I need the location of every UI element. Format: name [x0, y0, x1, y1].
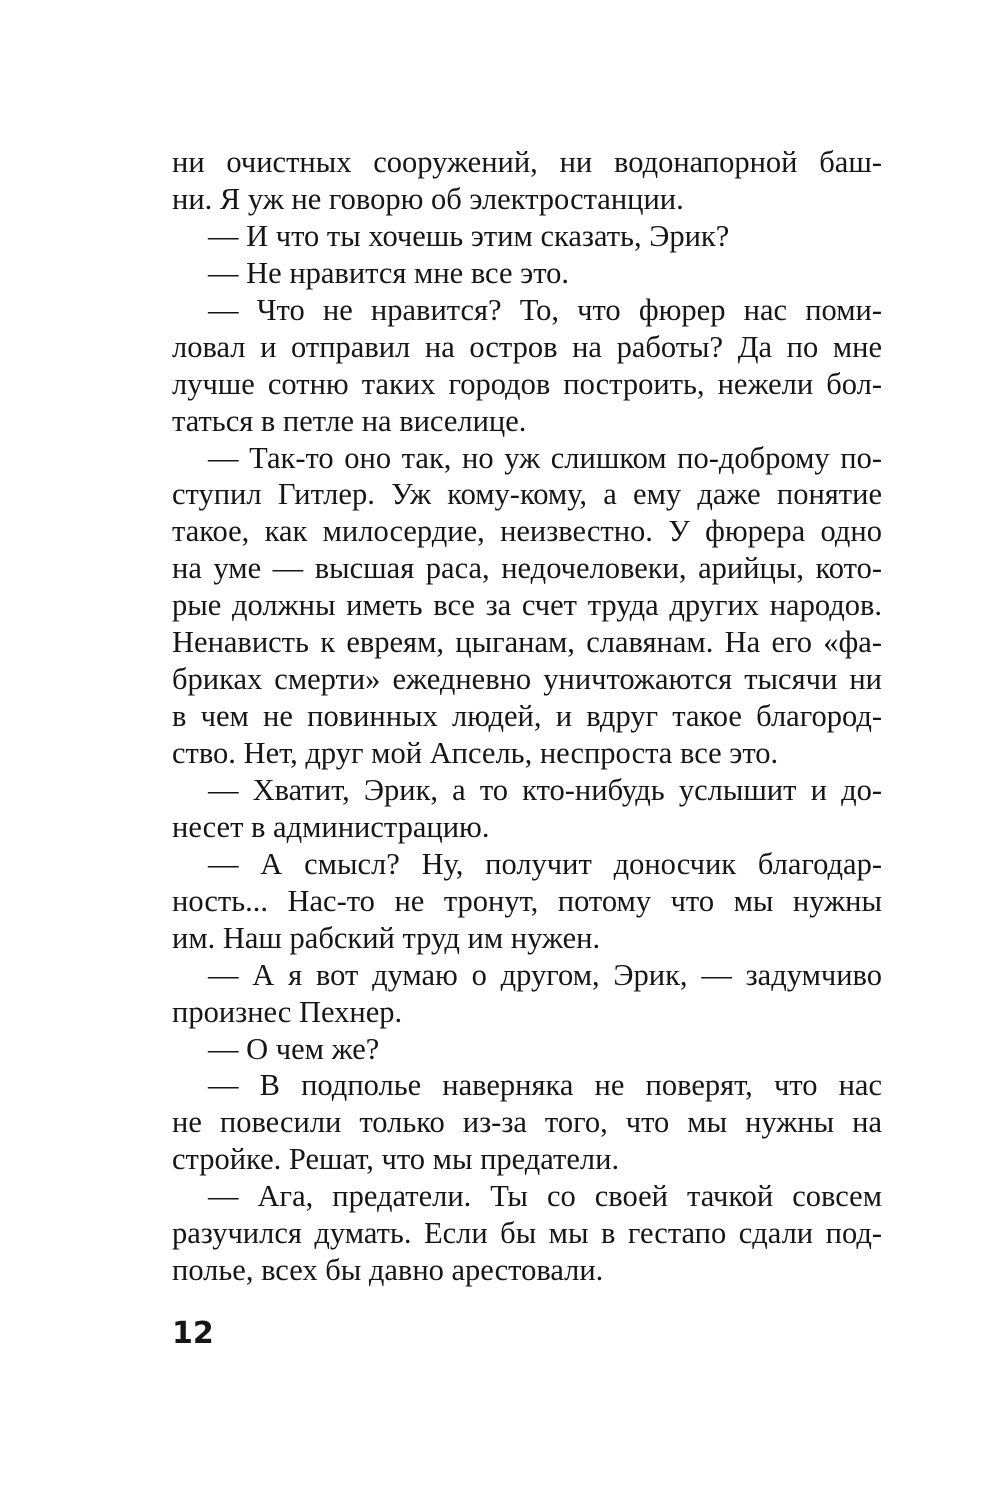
- text-line: лучше сотню таких городов построить, нежели бол-: [172, 366, 882, 401]
- text-line: бриках смерти» ежедневно уничтожаются тысячи ни: [172, 662, 882, 697]
- text-line: таться в петле на виселице.: [172, 403, 527, 438]
- text-line: ни. Я уж не говорю об электростанции.: [172, 181, 684, 216]
- text-line: — В подполье наверняка не поверят, что нас: [208, 1068, 882, 1103]
- text-line: ни очистных сооружений, ни водонапорной баш-: [172, 145, 882, 179]
- text-line: — А смысл? Ну, получит доносчик благодар-: [208, 846, 882, 881]
- text-line: на уме — высшая раса, недочеловеки, арийцы, кото-: [172, 551, 882, 586]
- text-line: ность... Нас-то не тронут, потому что мы нужны: [172, 883, 882, 918]
- text-line: такое, как милосердие, неизвестно. У фюрера одно: [172, 514, 882, 549]
- page-number: 12: [172, 1316, 214, 1351]
- text-line: несет в администрацию.: [172, 809, 490, 844]
- text-line: — Ага, предатели. Ты со своей тачкой совсем: [208, 1179, 882, 1214]
- text-line: в чем не повинных людей, и вдруг такое благород-: [172, 699, 882, 734]
- text-line: ство. Нет, друг мой Апсель, неспроста все это.: [172, 736, 779, 770]
- text-line: рые должны иметь все за счет труда других народов.: [172, 588, 882, 623]
- text-line: разучился думать. Если бы мы в гестапо сдали под-: [172, 1216, 882, 1251]
- text-line: полье, всех бы давно арестовали.: [172, 1253, 604, 1288]
- text-line: — Так-то оно так, но уж слишком по-доброму по-: [208, 440, 882, 475]
- text-line: — О чем же?: [208, 1031, 380, 1066]
- text-line: Ненависть к евреям, цыганам, славянам. На его «фа-: [172, 625, 882, 660]
- text-line: — Что не нравится? То, что фюрер нас поми-: [208, 292, 882, 327]
- text-line: не повесили только из-за того, что мы нужны на: [172, 1105, 882, 1140]
- text-line: — Не нравится мне все это.: [208, 255, 570, 290]
- text-line: — А я вот думаю о другом, Эрик, — задумчиво: [208, 957, 882, 992]
- text-line: им. Наш рабский труд им нужен.: [172, 920, 601, 955]
- text-line: — И что ты хочешь этим сказать, Эрик?: [208, 218, 730, 253]
- text-line: — Хватит, Эрик, а то кто-нибудь услышит и до-: [208, 772, 882, 807]
- text-line: ступил Гитлер. Уж кому-кому, а ему даже понятие: [172, 477, 882, 512]
- text-block: [172, 144, 882, 1289]
- text-line: произнес Пехнер.: [172, 994, 403, 1029]
- text-line: стройке. Решат, что мы предатели.: [172, 1142, 620, 1177]
- text-line: ловал и отправил на остров на работы? Да по мне: [172, 329, 882, 364]
